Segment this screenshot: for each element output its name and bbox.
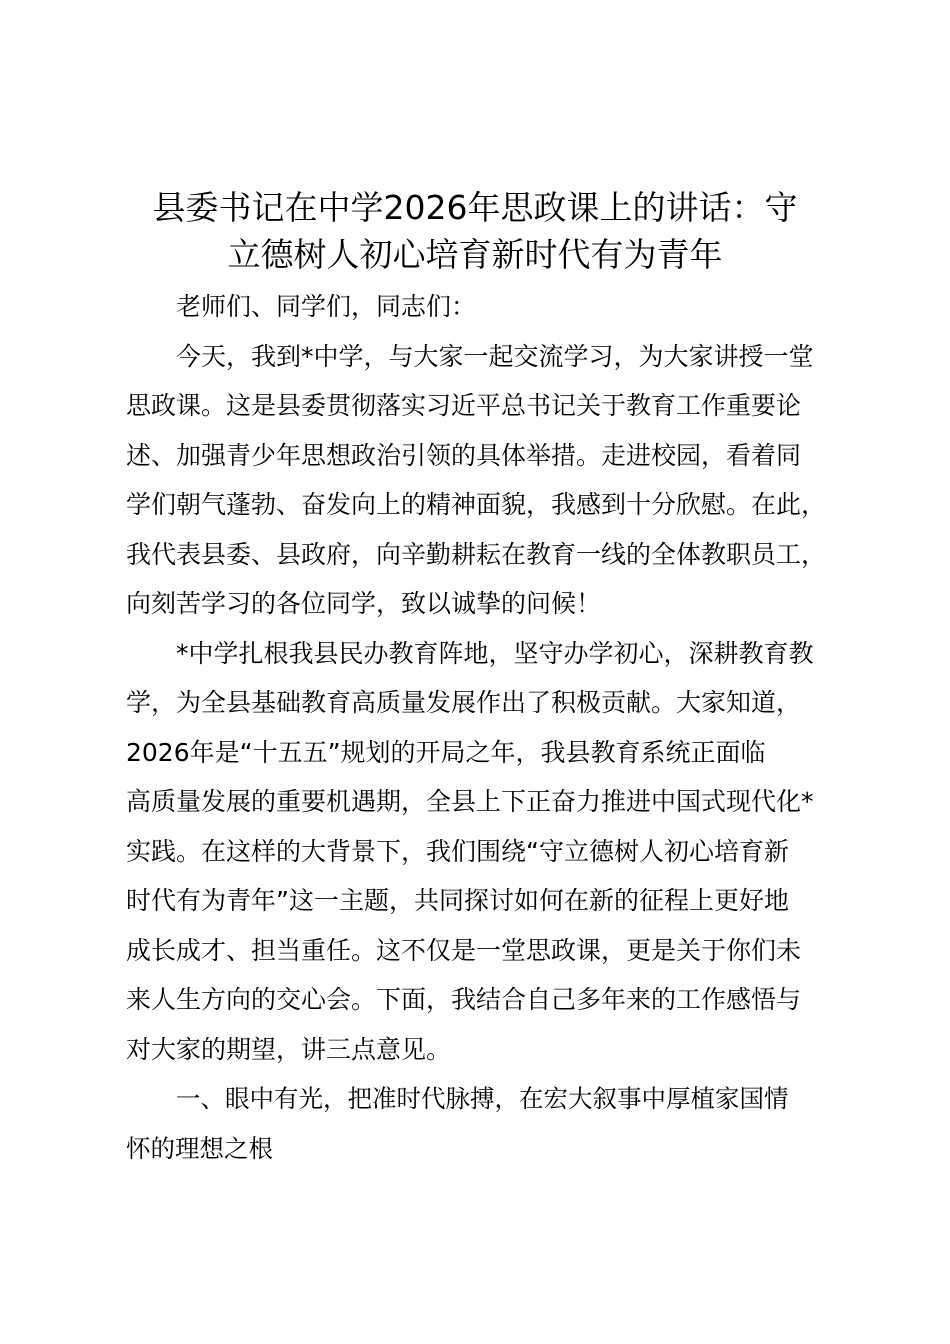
section-heading-line: 一、眼中有光，把准时代脉搏，在宏大叙事中厚植家国情	[176, 1084, 789, 1113]
paragraph-line: 我代表县委、县政府，向辛勤耕耘在教育一线的全体教职员工，	[126, 539, 827, 569]
document-body	[126, 282, 834, 1173]
paragraph-line: 学们朝气蓬勃、奋发向上的精神面貌，我感到十分欣慰。在此，	[126, 490, 827, 519]
paragraph-line: 学，为全县基础教育高质量发展作出了积极贡献。大家知道，	[126, 688, 802, 717]
paragraph-line: 时代有为青年”这一主题，共同探讨如何在新的征程上更好地	[126, 886, 789, 915]
title-line-2: 立德树人初心培育新时代有为青年	[227, 235, 723, 274]
paragraph-line: 实践。在这样的大背景下，我们围绕“守立德树人初心培育新	[126, 836, 789, 866]
section-heading-1	[126, 1074, 834, 1173]
paragraph-line: 思政课。这是县委贯彻落实习近平总书记关于教育工作重要论	[126, 391, 802, 420]
paragraph-line: 对大家的期望，讲三点意见。	[126, 1034, 452, 1064]
paragraph-line: *中学扎根我县民办教育阵地，坚守办学初心，深耕教育教	[176, 638, 814, 668]
paragraph-line: 向刻苦学习的各位同学，致以诚挚的问候！	[126, 589, 602, 618]
paragraph-1	[126, 332, 834, 629]
paragraph-line: 成长成才、担当重任。这不仅是一堂思政课，更是关于你们未	[126, 935, 802, 965]
paragraph-2	[126, 629, 834, 1075]
title-line-1: 县委书记在中学2026年思政课上的讲话：守	[152, 188, 798, 227]
paragraph-line: 2026年是“十五五”规划的开局之年，我县教育系统正面临	[126, 737, 766, 767]
paragraph-line: 今天，我到*中学，与大家一起交流学习，为大家讲授一堂	[176, 341, 814, 371]
paragraph-line: 来人生方向的交心会。下面，我结合自己多年来的工作感悟与	[126, 985, 802, 1014]
salutation: 老师们、同学们，同志们：	[176, 292, 477, 321]
section-heading-line: 怀的理想之根	[126, 1133, 273, 1163]
paragraph-line: 高质量发展的重要机遇期，全县上下正奋力推进中国式现代化*	[126, 787, 814, 816]
document-title	[110, 184, 840, 278]
paragraph-line: 述、加强青少年思想政治引领的具体举措。走进校园，看着同	[126, 440, 802, 470]
